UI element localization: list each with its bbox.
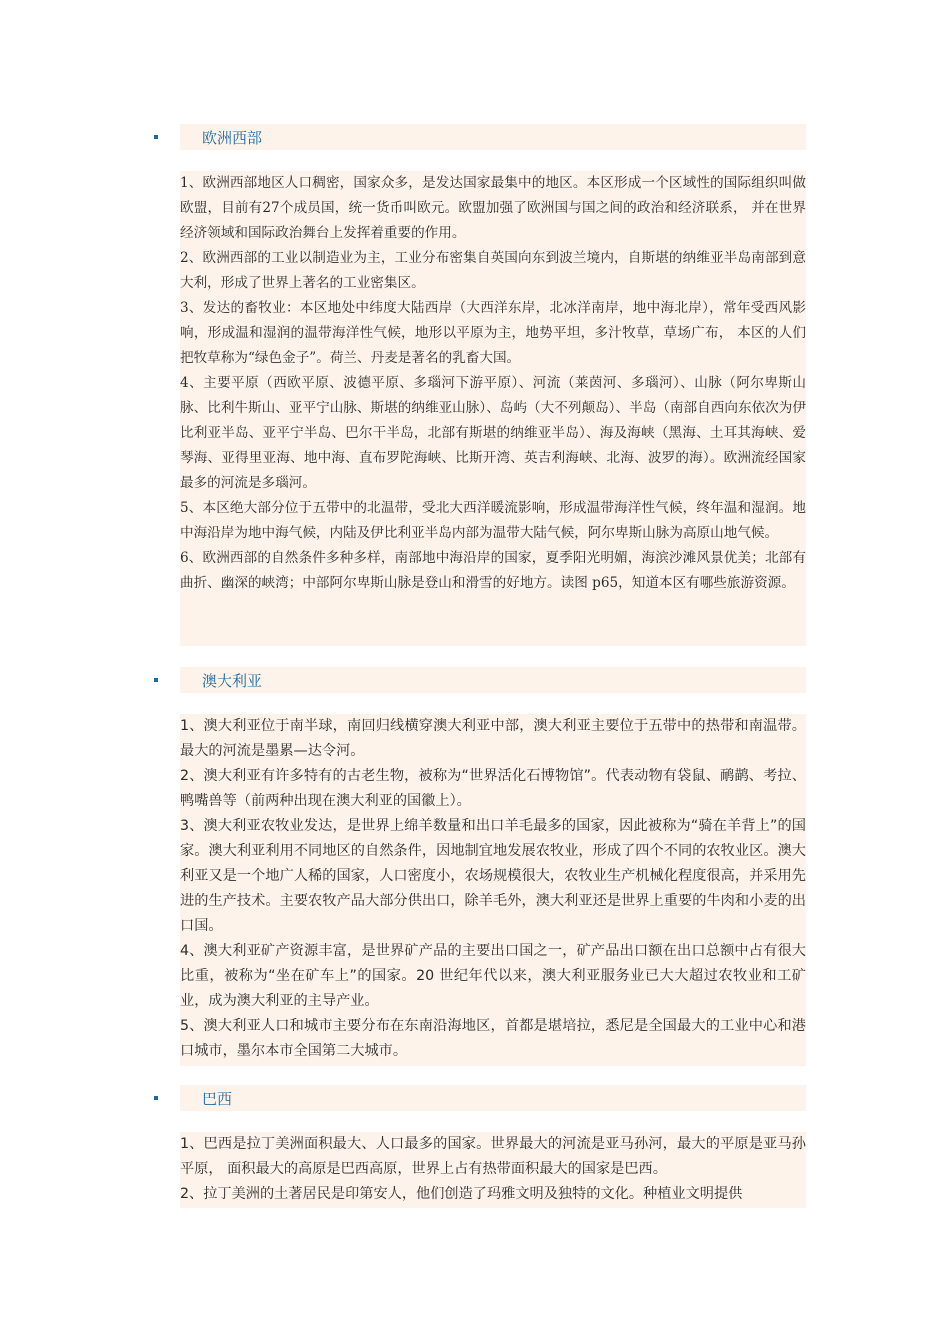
paragraph: 1、巴西是拉丁美洲面积最大、人口最多的国家。世界最大的河流是亚马孙河，最大的平原是亚马孙平原， 面积最大的高原是巴西高原，世界上占有热带面积最大的国家是巴西。 — [180, 1136, 806, 1177]
bullet-square-icon — [154, 1096, 158, 1100]
paragraph: 4、主要平原（西欧平原、波德平原、多瑙河下游平原）、河流（莱茵河、多瑙河）、山脉（阿尔卑斯山脉、比利牛斯山、亚平宁山脉、斯堪的纳维亚山脉）、岛屿（大不列颠岛）、半岛（南部自西向东依次为伊比利亚半岛、亚平宁半岛、巴尔干半岛，北部有斯堪的纳维亚半岛）、海及海峡（黑海、土耳其海峡、爱琴海、亚得里亚海、地中海、直布罗陀海峡、比斯开湾、英吉利海峡、北海、波罗的海）。欧洲流经国家最多的河流是多瑙河。 — [180, 375, 806, 491]
paragraph: 1、欧洲西部地区人口稠密，国家众多，是发达国家最集中的地区。本区形成一个区域性的国际组织叫做欧盟，目前有27个成员国，统一货币叫欧元。欧盟加强了欧洲国与国之间的政治和经济联系， 并在世界经济领域和国际政治舞台上发挥着重要的作用。 — [180, 175, 806, 241]
section-content-brazil — [180, 1132, 806, 1208]
paragraph: 4、澳大利亚矿产资源丰富，是世界矿产品的主要出口国之一，矿产品出口额在出口总额中占有很大比重，被称为“坐在矿车上”的国家。20 世纪年代以来，澳大利亚服务业已大大超过农牧业和工矿业，成为澳大利亚的主导产业。 — [180, 943, 806, 1009]
section-heading-brazil — [150, 1085, 806, 1111]
section-title: 巴西 — [202, 1089, 233, 1108]
section-title: 欧洲西部 — [202, 128, 263, 147]
bullet-square-icon — [154, 678, 158, 682]
paragraph: 2、欧洲西部的工业以制造业为主，工业分布密集自英国向东到波兰境内，自斯堪的纳维亚半岛南部到意大利，形成了世界上著名的工业密集区。 — [180, 250, 806, 291]
section-content-australia — [180, 714, 806, 1066]
paragraph: 3、澳大利亚农牧业发达，是世界上绵羊数量和出口羊毛最多的国家，因此被称为“骑在羊背上”的国家。澳大利亚利用不同地区的自然条件，因地制宜地发展农牧业，形成了四个不同的农牧业区。澳大利亚又是一个地广人稀的国家，人口密度小，农场规模很大，农牧业生产机械化程度很高，并采用先进的生产技术。主要农牧产品大部分供出口，除羊毛外，澳大利亚还是世界上重要的牛肉和小麦的出口国。 — [180, 818, 806, 934]
paragraph: 2、澳大利亚有许多特有的古老生物，被称为“世界活化石博物馆”。代表动物有袋鼠、鸸鹋、考拉、鸭嘴兽等（前两种出现在澳大利亚的国徽上）。 — [180, 768, 806, 809]
paragraph: 1、澳大利亚位于南半球，南回归线横穿澳大利亚中部，澳大利亚主要位于五带中的热带和南温带。最大的河流是墨累—达令河。 — [180, 718, 806, 759]
paragraph: 5、澳大利亚人口和城市主要分布在东南沿海地区，首都是堪培拉，悉尼是全国最大的工业中心和港口城市，墨尔本市全国第二大城市。 — [180, 1018, 806, 1059]
bullet-square-icon — [154, 135, 158, 139]
paragraph: 3、发达的畜牧业：本区地处中纬度大陆西岸（大西洋东岸，北冰洋南岸，地中海北岸），常年受西风影响，形成温和湿润的温带海洋性气候，地形以平原为主，地势平坦，多汁牧草，草场广布， 本区的人们把牧草称为“绿色金子”。荷兰、丹麦是著名的乳畜大国。 — [180, 300, 806, 366]
paragraph: 5、本区绝大部分位于五带中的北温带，受北大西洋暖流影响，形成温带海洋性气候，终年温和湿润。地中海沿岸为地中海气候，内陆及伊比利亚半岛内部为温带大陆气候，阿尔卑斯山脉为高原山地气候。 — [180, 500, 806, 541]
paragraph: 2、拉丁美洲的土著居民是印第安人，他们创造了玛雅文明及独特的文化。种植业文明提供 — [180, 1186, 743, 1202]
section-content-europe — [180, 171, 806, 646]
section-heading-europe — [150, 124, 806, 150]
section-title: 澳大利亚 — [202, 671, 263, 690]
paragraph: 6、欧洲西部的自然条件多种多样，南部地中海沿岸的国家，夏季阳光明媚，海滨沙滩风景优美；北部有曲折、幽深的峡湾；中部阿尔卑斯山脉是登山和滑雪的好地方。读图 p65，知道本区有哪些旅游资源。 — [180, 550, 806, 591]
section-heading-australia — [150, 667, 806, 693]
